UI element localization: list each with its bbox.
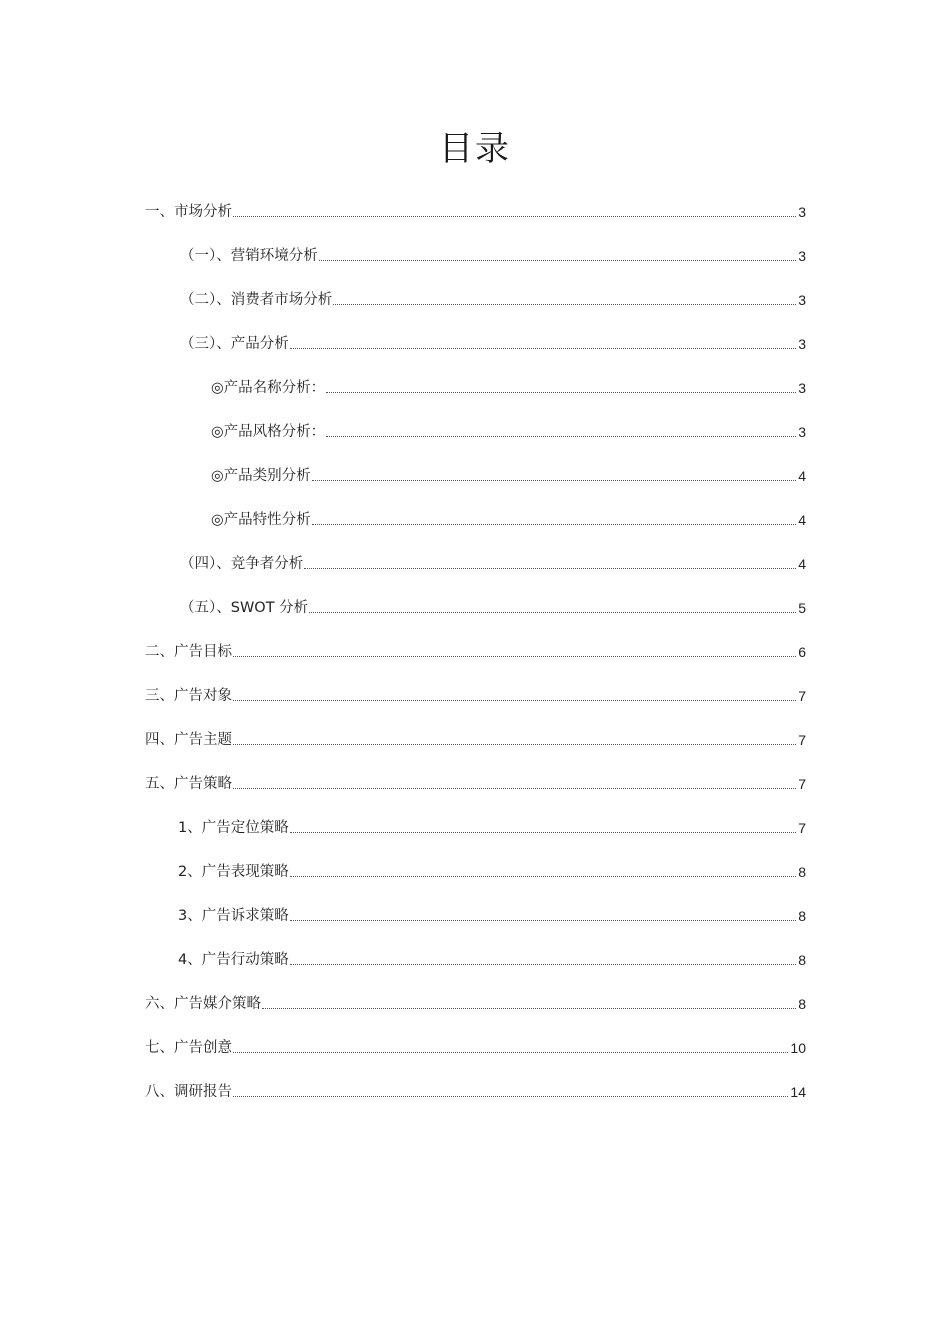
toc-entry[interactable] <box>0 504 950 530</box>
toc-page-number: 3 <box>798 292 806 308</box>
toc-page-number: 10 <box>790 1040 806 1056</box>
toc-page-number: 7 <box>798 820 806 836</box>
toc-dot-leader <box>309 612 796 613</box>
toc-entry[interactable] <box>0 856 950 882</box>
toc-page-number: 3 <box>798 204 806 220</box>
toc-entry-label: ◎产品特性分析 <box>211 512 311 528</box>
toc-dot-leader <box>326 392 796 393</box>
toc-dot-leader <box>233 656 796 657</box>
toc-page-number: 14 <box>790 1084 806 1100</box>
toc-dot-leader <box>290 876 796 877</box>
toc-dot-leader <box>319 260 796 261</box>
toc-entry-label: 八、调研报告 <box>145 1084 232 1100</box>
toc-page-number: 8 <box>798 996 806 1012</box>
toc-title: 目录 <box>439 129 511 169</box>
toc-dot-leader <box>233 1096 788 1097</box>
toc-entry[interactable] <box>0 1032 950 1058</box>
toc-entry-label: ◎产品类别分析 <box>211 468 311 484</box>
toc-page-number: 3 <box>798 380 806 396</box>
toc-dot-leader <box>333 304 796 305</box>
toc-entry[interactable] <box>0 240 950 266</box>
toc-entry-label: 六、广告媒介策略 <box>145 996 261 1012</box>
toc-entry-label: 1、广告定位策略 <box>178 820 289 836</box>
toc-page-number: 6 <box>798 644 806 660</box>
toc-entry[interactable] <box>0 944 950 970</box>
toc-entry[interactable] <box>0 988 950 1014</box>
toc-page-number: 8 <box>798 908 806 924</box>
toc-dot-leader <box>312 524 797 525</box>
toc-entry-label: （四）、竞争者分析 <box>180 556 304 572</box>
toc-entry[interactable] <box>0 724 950 750</box>
toc-page-number: 8 <box>798 952 806 968</box>
toc-dot-leader <box>233 788 796 789</box>
toc-dot-leader <box>233 1052 788 1053</box>
toc-page-number: 3 <box>798 336 806 352</box>
toc-dot-leader <box>290 832 796 833</box>
toc-page-number: 3 <box>798 248 806 264</box>
toc-page-number: 4 <box>798 468 806 484</box>
toc-entry-label: ◎产品名称分析： <box>211 380 326 396</box>
toc-dot-leader <box>233 744 796 745</box>
toc-entry-label: 五、广告策略 <box>145 776 232 792</box>
toc-entry-label: （三）、产品分析 <box>180 336 289 352</box>
toc-entry[interactable] <box>0 460 950 486</box>
toc-entry[interactable] <box>0 548 950 574</box>
toc-entry-label: 四、广告主题 <box>145 732 232 748</box>
toc-dot-leader <box>290 348 796 349</box>
toc-entry-label: ◎产品风格分析： <box>211 424 326 440</box>
toc-page-number: 8 <box>798 864 806 880</box>
toc-entry-label: 3、广告诉求策略 <box>178 908 289 924</box>
toc-entry-label: 4、广告行动策略 <box>178 952 289 968</box>
toc-entry-label: 二、广告目标 <box>145 644 232 660</box>
toc-page-number: 7 <box>798 776 806 792</box>
toc-dot-leader <box>290 964 796 965</box>
toc-entry[interactable] <box>0 416 950 442</box>
toc-entry-label: 一、市场分析 <box>145 204 232 220</box>
toc-page-number: 3 <box>798 424 806 440</box>
toc-entry[interactable] <box>0 768 950 794</box>
toc-dot-leader <box>233 216 796 217</box>
toc-page-number: 4 <box>798 512 806 528</box>
toc-entry[interactable] <box>0 328 950 354</box>
toc-dot-leader <box>262 1008 796 1009</box>
toc-dot-leader <box>233 700 796 701</box>
toc-entry-label: 三、广告对象 <box>145 688 232 704</box>
toc-entry-label: （五）、SWOT 分析 <box>180 600 309 616</box>
toc-dot-leader <box>326 436 796 437</box>
toc-entry[interactable] <box>0 812 950 838</box>
toc-entry-label: 七、广告创意 <box>145 1040 232 1056</box>
toc-page-number: 5 <box>798 600 806 616</box>
toc-entry[interactable] <box>0 196 950 222</box>
toc-dot-leader <box>290 920 796 921</box>
toc-page-number: 4 <box>798 556 806 572</box>
toc-entry-label: （二）、消费者市场分析 <box>180 292 333 308</box>
toc-entry[interactable] <box>0 1076 950 1102</box>
toc-entry[interactable] <box>0 900 950 926</box>
toc-entry[interactable] <box>0 680 950 706</box>
toc-entry[interactable] <box>0 592 950 618</box>
toc-dot-leader <box>304 568 796 569</box>
toc-entry-label: （一）、营销环境分析 <box>180 248 318 264</box>
toc-entry-label: 2、广告表现策略 <box>178 864 289 880</box>
toc-page-number: 7 <box>798 732 806 748</box>
toc-entry[interactable] <box>0 636 950 662</box>
toc-dot-leader <box>312 480 797 481</box>
toc-entry[interactable] <box>0 284 950 310</box>
toc-page-number: 7 <box>798 688 806 704</box>
toc-entry[interactable] <box>0 372 950 398</box>
